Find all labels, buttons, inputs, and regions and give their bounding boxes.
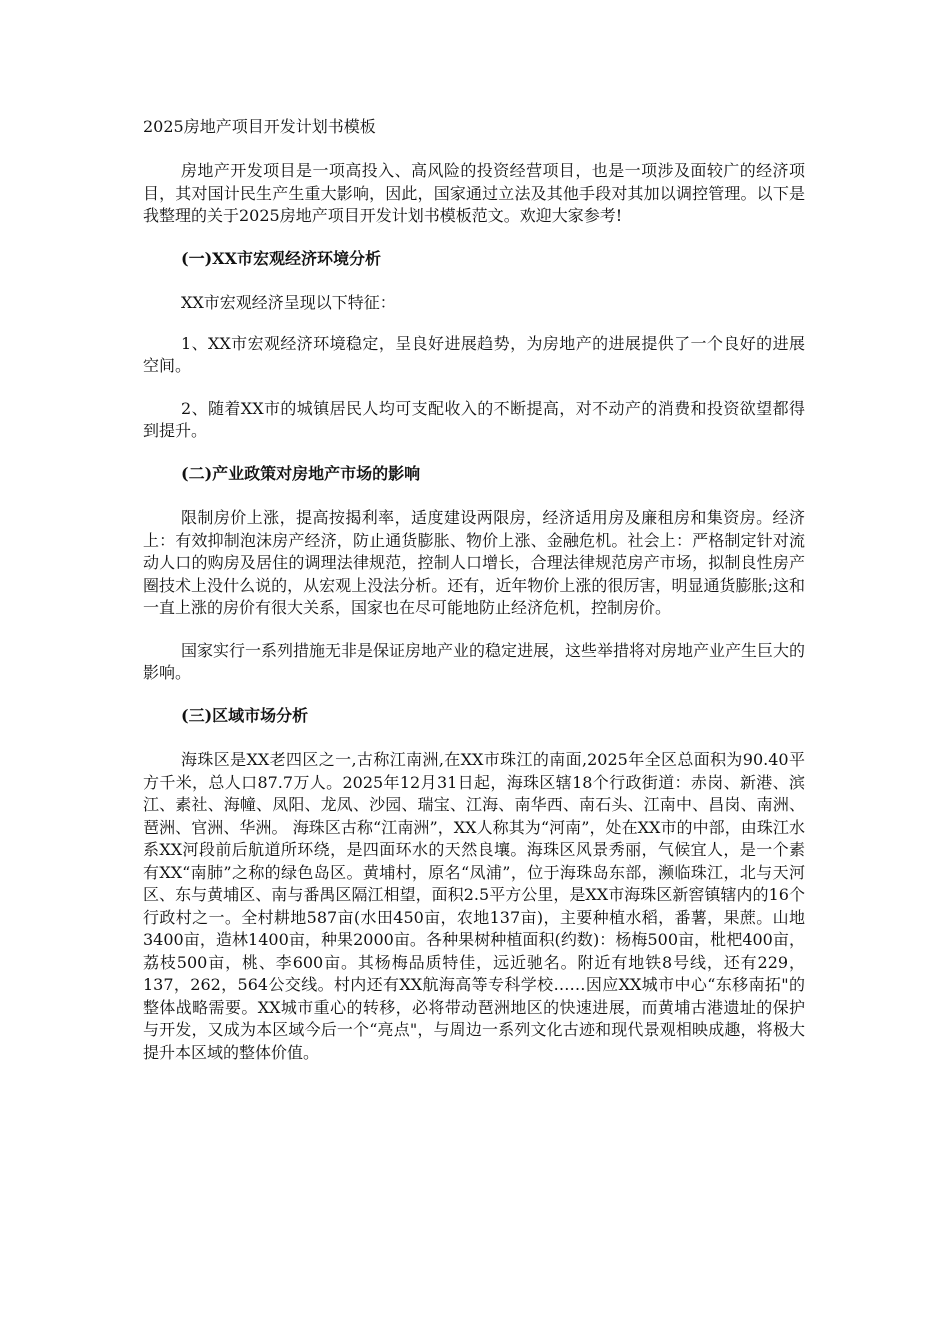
intro-paragraph: 房地产开发项目是一项高投入、高风险的投资经营项目，也是一项涉及面较广的经济项目，其对国计民生产生重大影响，因此，国家通过立法及其他手段对其加以调控管理。以下是我整理的关于2025房地产项目开发计划书模板范文。欢迎大家参考! [143,161,805,225]
section-1-paragraph: XX市宏观经济呈现以下特征： [181,293,396,312]
section-1-paragraph: 1、XX市宏观经济环境稳定，呈良好进展趋势，为房地产的进展提供了一个良好的进展空间。 [143,333,805,375]
section-1-heading: (一)XX市宏观经济环境分析 [181,248,381,268]
section-2-paragraph: 国家实行一系列措施无非是保证房地产业的稳定进展，这些举措将对房地产业产生巨大的影响。 [143,640,806,682]
section-1-paragraph: 2、随着XX市的城镇居民人均可支配收入的不断提高，对不动产的消费和投资欲望都得到提升。 [143,398,805,440]
document-title: 2025房地产项目开发计划书模板 [143,117,376,136]
section-2-heading: (二)产业政策对房地产市场的影响 [181,463,421,483]
section-2-paragraph: 限制房价上涨，提高按揭利率，适度建设两限房，经济适用房及廉租房和集资房。经济上：有效抑制泡沫房产经济，防止通货膨胀、物价上涨、金融危机。社会上：严格制定针对流动人口的购房及居住的调理法律规范，控制人口增长，合理法律规范房产市场，拟制良性房产圈技术上没什么说的，从宏观上没法分析。还有，近年物价上涨的很厉害，明显通货膨胀;这和一直上涨的房价有很大关系，国家也在尽可能地防止经济危机，控制房价。 [143,508,805,617]
section-3-paragraph: 海珠区是XX老四区之一,古称江南洲,在XX市珠江的南面,2025年全区总面积为90.40平方千米，总人口87.7万人。2025年12月31日起，海珠区辖18个行政街道：赤岗、新港、滨江、素社、海幢、凤阳、龙凤、沙园、瑞宝、江海、南华西、南石头、江南中、昌岗、南洲、琶洲、官洲、华洲。 海珠区古称“江南洲”，XX人称其为“河南”，处在XX市的中部，由珠江水系XX河段前后航道所环绕，是四面环水的天然良壤。海珠区风景秀丽，气候宜人，是一个素有XX“南肺”之称的绿色岛区。黄埔村，原名“凤浦”，位于海珠岛东部，濒临珠江，北与天河区、东与黄埔区、南与番禺区隔江相望，面积2.5平方公里，是XX市海珠区新窖镇辖内的16个行政村之一。全村耕地587亩(水田450亩，农地137亩)，主要种植水稻，番薯，果蔗。山地3400亩，造林1400亩，种果2000亩。各种果树种植面积(约数)：杨梅500亩，枇杷400亩，荔枝500亩，桃、李600亩。其杨梅品质特佳，远近驰名。附近有地铁8号线，还有229，137，262，564公交线。村内还有XX航海高等专科学校……因应XX城市中心“东移南拓"的整体战略需要。XX城市重心的转移，必将带动琶洲地区的快速进展，而黄埔古港遗址的保护与开发，又成为本区域今后一个“亮点"，与周边一系列文化古迹和现代景观相映成趣，将极大提升本区域的整体价值。 [143,750,805,1062]
document-page [143,116,805,1084]
section-3-heading: (三)区域市场分析 [181,705,309,725]
